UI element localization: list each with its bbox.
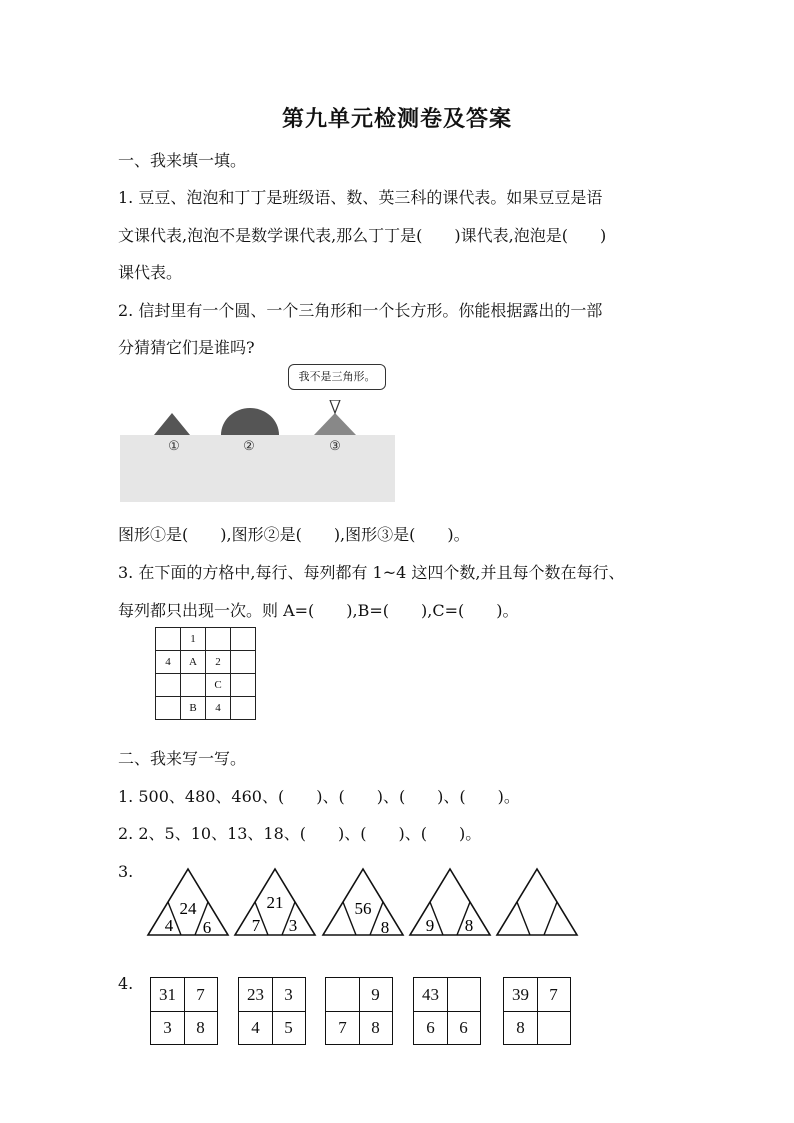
triangle-right-number: 3 xyxy=(288,916,298,935)
grid-cell xyxy=(181,674,206,697)
number-box-2 xyxy=(238,977,306,1045)
box-cell: 8 xyxy=(371,1017,380,1037)
grid-row xyxy=(156,628,256,651)
box-cell xyxy=(537,1011,570,1044)
box-cell: 9 xyxy=(371,984,380,1004)
box-cell: 8 xyxy=(516,1017,525,1037)
shape-3-triangle-tip xyxy=(314,413,356,435)
bubble-tail xyxy=(330,400,340,413)
grid-cell: 4 xyxy=(206,697,231,720)
grid-row xyxy=(156,697,256,720)
envelope xyxy=(120,435,395,502)
page-title: 第九单元检测卷及答案 xyxy=(281,107,512,132)
grid-cell xyxy=(231,628,256,651)
grid-cell: C xyxy=(206,674,231,697)
q1-line2: 文课代表,泡泡不是数学课代表,那么丁丁是( )课代表,泡泡是( ) xyxy=(118,226,607,245)
triangle-right-number: 8 xyxy=(464,916,474,935)
shape-2-semicircle xyxy=(221,408,279,435)
grid-cell: A xyxy=(181,651,206,674)
triangle-puzzle-4 xyxy=(410,869,490,935)
box-cell: 7 xyxy=(338,1017,347,1037)
q3-line2: 每列都只出现一次。则 A=( ),B=( ),C=( )。 xyxy=(118,601,519,620)
grid-cell xyxy=(231,674,256,697)
number-box-1 xyxy=(150,977,218,1045)
box-cell: 43 xyxy=(422,984,439,1004)
grid-cell: 1 xyxy=(181,628,206,651)
triangle-puzzle-5 xyxy=(497,869,577,935)
box-cell: 4 xyxy=(251,1017,260,1037)
triangle-right-number: 8 xyxy=(380,918,390,937)
shape-label-2: ② xyxy=(243,438,255,453)
triangle-top-number: 21 xyxy=(266,893,284,912)
q2-line1: 2. 信封里有一个圆、一个三角形和一个长方形。你能根据露出的一部 xyxy=(118,301,603,320)
number-box-3 xyxy=(325,977,393,1045)
grid-cell xyxy=(156,628,181,651)
grid-row xyxy=(156,674,256,697)
grid-cell xyxy=(156,674,181,697)
grid-cell: 2 xyxy=(206,651,231,674)
s2-q4-label: 4. xyxy=(118,974,134,993)
triangle-left-number: 7 xyxy=(251,916,261,935)
box-cell: 31 xyxy=(159,984,176,1004)
envelope-figure xyxy=(118,400,398,504)
grid-cell xyxy=(231,697,256,720)
grid-cell xyxy=(206,628,231,651)
number-box-4 xyxy=(413,977,481,1045)
s2-q1: 1. 500、480、460、( )、( )、( )、( )。 xyxy=(118,787,520,806)
q2-line2: 分猜猜它们是谁吗? xyxy=(118,338,255,357)
section1-heading: 一、我来填一填。 xyxy=(118,151,247,170)
box-cell: 8 xyxy=(196,1017,205,1037)
grid-cell: B xyxy=(181,697,206,720)
q1-line3: 课代表。 xyxy=(118,263,183,282)
box-cell: 3 xyxy=(284,984,293,1004)
q3-line1: 3. 在下面的方格中,每行、每列都有 1~4 这四个数,并且每个数在每行、 xyxy=(118,563,625,582)
triangle-left-number: 4 xyxy=(164,916,174,935)
shape-label-1: ① xyxy=(168,438,180,453)
number-box-5 xyxy=(503,977,571,1045)
box-cell xyxy=(447,978,480,1011)
triangle-left-number: 9 xyxy=(425,916,435,935)
triangle-puzzles xyxy=(140,865,590,940)
triangle-right-number: 6 xyxy=(202,918,212,937)
number-grid xyxy=(155,627,256,720)
box-cell: 6 xyxy=(426,1017,435,1037)
s2-q3-label: 3. xyxy=(118,862,134,881)
grid-row xyxy=(156,651,256,674)
box-cell: 7 xyxy=(196,984,205,1004)
triangle-top-number: 24 xyxy=(179,899,197,918)
box-cell: 7 xyxy=(549,984,558,1004)
speech-bubble: 我不是三角形。 xyxy=(288,364,386,390)
grid-cell xyxy=(231,651,256,674)
triangle-puzzle-3 xyxy=(323,869,403,937)
q2-answer: 图形①是( ),图形②是( ),图形③是( )。 xyxy=(118,525,470,544)
box-cell: 6 xyxy=(459,1017,468,1037)
box-cell xyxy=(326,978,359,1011)
box-cell: 3 xyxy=(163,1017,172,1037)
s2-q2: 2. 2、5、10、13、18、( )、( )、( )。 xyxy=(118,824,482,843)
grid-cell xyxy=(156,697,181,720)
box-cell: 39 xyxy=(512,984,529,1004)
grid-cell: 4 xyxy=(156,651,181,674)
section2-heading: 二、我来写一写。 xyxy=(118,749,247,768)
triangle-top-number: 56 xyxy=(354,899,372,918)
triangle-puzzle-1 xyxy=(148,869,228,937)
box-cell: 5 xyxy=(284,1017,293,1037)
box-cell: 23 xyxy=(247,984,264,1004)
shape-1-triangle xyxy=(154,413,190,435)
triangle-puzzle-2 xyxy=(235,869,315,935)
shape-label-3: ③ xyxy=(329,438,341,453)
q1-line1: 1. 豆豆、泡泡和丁丁是班级语、数、英三科的课代表。如果豆豆是语 xyxy=(118,188,603,207)
